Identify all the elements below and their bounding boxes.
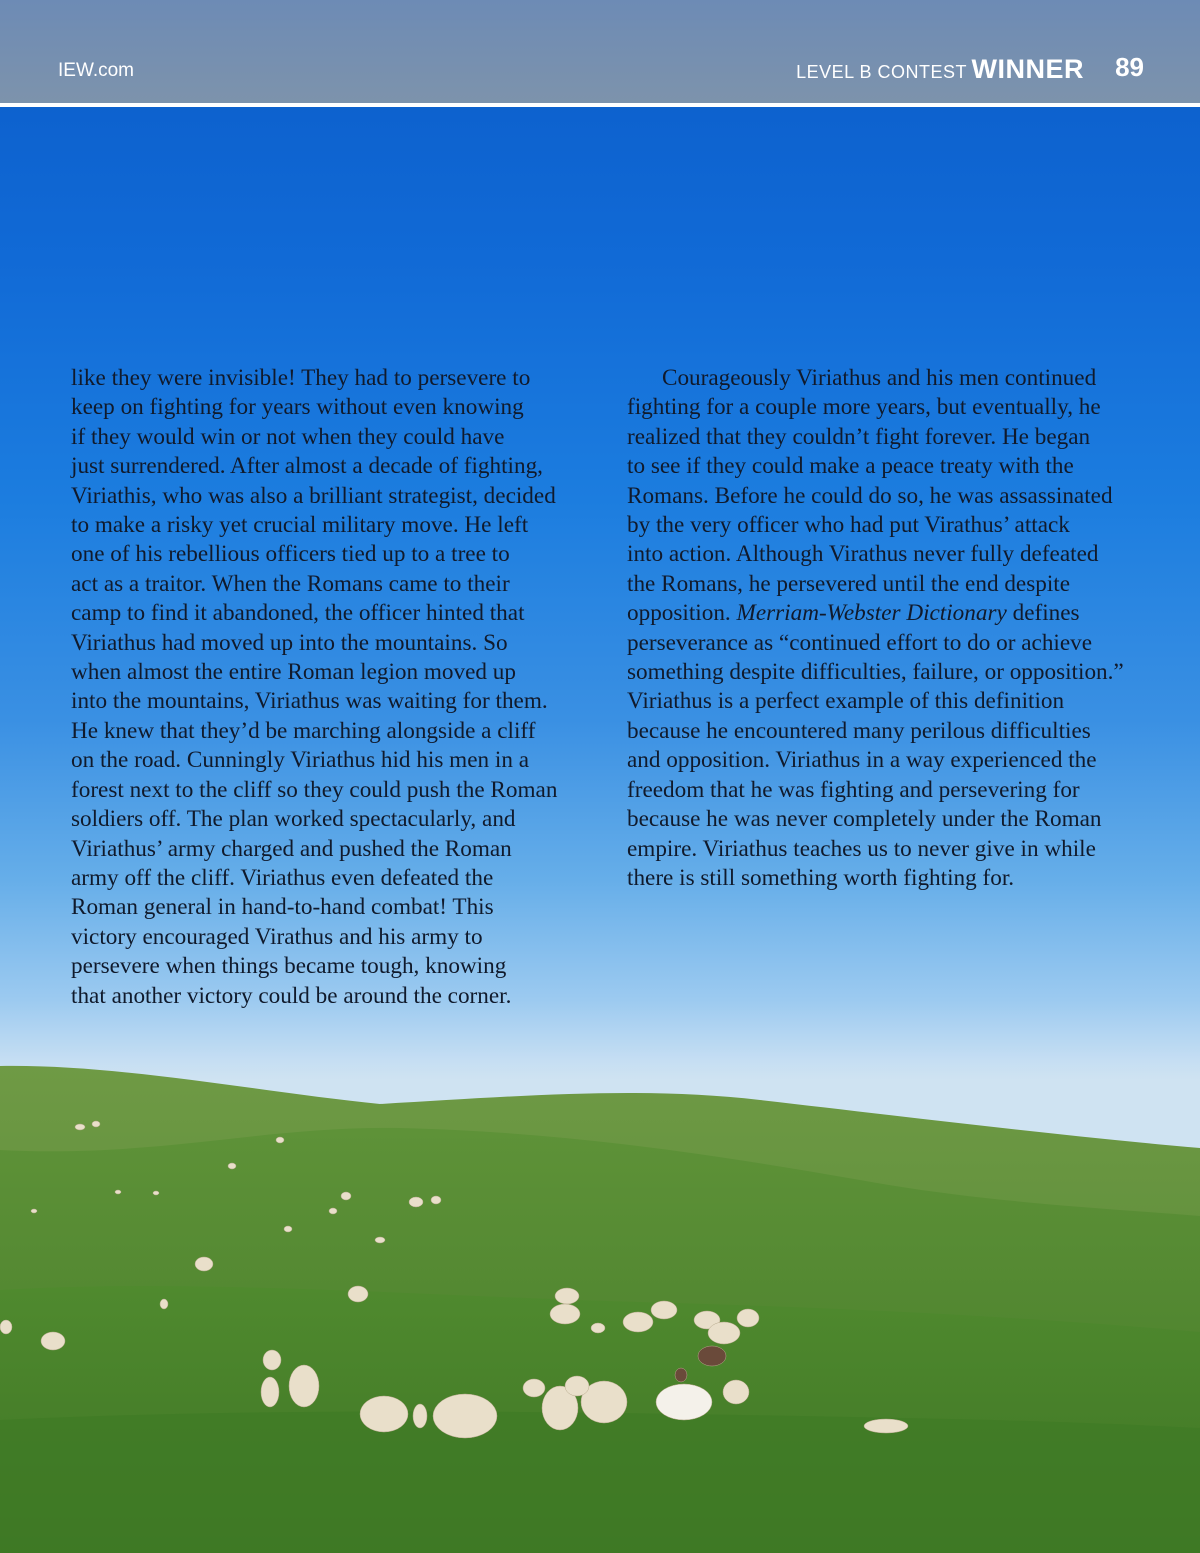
text-line: Courageously Viriathus and his men continued [662, 365, 1097, 391]
text-line: Viriathus’ army charged and pushed the Roman [71, 835, 512, 862]
text-line: soldiers off. The plan worked spectacularly, and [71, 806, 516, 833]
text-line: and opposition. Viriathus in a way experienced the [627, 747, 1097, 774]
text-line: when almost the entire Roman legion moved up [71, 659, 516, 686]
text-line: perseverance as “continued effort to do or achieve [627, 629, 1093, 656]
text-line: camp to find it abandoned, the officer hinted that [71, 600, 525, 627]
text-line: freedom that he was fighting and persevering for [627, 776, 1080, 803]
text-line: into the mountains, Viriathus was waiting for them. [71, 688, 548, 715]
dictionary-title: Merriam-Webster Dictionary [736, 600, 1007, 627]
contest-winner-word: WINNER [971, 54, 1084, 84]
contest-prefix: LEVEL B CONTEST [796, 62, 968, 82]
text-line: Romans. Before he could do so, he was assassinated [627, 482, 1113, 509]
text-fragment: defines [1006, 600, 1080, 627]
text-line: to see if they could make a peace treaty with the [627, 453, 1074, 480]
right-paragraph [627, 364, 1127, 893]
text-line: to make a risky yet crucial military move. He left [71, 512, 529, 539]
text-line: persevere when things became tough, knowing [71, 953, 507, 980]
text-line: on the road. Cunningly Viriathus hid his men in a [71, 747, 530, 774]
text-line: just surrendered. After almost a decade of fighting, [71, 453, 543, 480]
grassland-photo [0, 1040, 1200, 1553]
page-header [0, 0, 1200, 107]
text-line: fighting for a couple more years, but eventually, he [627, 394, 1101, 421]
text-line: like they were invisible! They had to persevere to [71, 365, 531, 391]
text-fragment: opposition. [627, 600, 737, 627]
left-text-column [71, 364, 571, 1011]
text-line: because he encountered many perilous difficulties [627, 717, 1091, 744]
text-line: act as a traitor. When the Romans came to their [71, 570, 510, 597]
text-line: because he was never completely under the Roman [627, 806, 1102, 833]
text-line: if they would win or not when they could have [71, 423, 505, 450]
text-line: forest next to the cliff so they could push the Roman [71, 776, 558, 803]
text-line: keep on fighting for years without even knowing [71, 394, 524, 421]
text-line-with-citation [627, 599, 1127, 628]
text-line: Viriathis, who was also a brilliant strategist, decided [71, 482, 556, 509]
text-line: Roman general in hand-to-hand combat! This [71, 894, 494, 921]
contest-label [796, 54, 1084, 85]
text-line: something despite difficulties, failure, or opposition.” [627, 659, 1124, 686]
text-line: Viriathus is a perfect example of this definition [627, 688, 1065, 715]
text-line: victory encouraged Virathus and his army to [71, 923, 483, 950]
text-line: Viriathus had moved up into the mountains. So [71, 629, 508, 656]
text-line: army off the cliff. Viriathus even defeated the [71, 864, 494, 891]
text-line: empire. Viriathus teaches us to never give in while [627, 835, 1096, 862]
text-line: into action. Although Virathus never fully defeated [627, 541, 1099, 568]
text-line: by the very officer who had put Virathus’ attack [627, 512, 1070, 539]
text-line: that another victory could be around the corner. [71, 982, 512, 1009]
left-paragraph [71, 364, 571, 1011]
page-number: 89 [1115, 52, 1144, 82]
text-line: the Romans, he persevered until the end despite [627, 570, 1071, 597]
text-line: He knew that they’d be marching alongside a cliff [71, 717, 536, 744]
right-text-column [627, 364, 1127, 893]
text-line: one of his rebellious officers tied up to a tree to [71, 541, 510, 568]
text-line: realized that they couldn’t fight forever. He began [627, 423, 1091, 450]
site-name: IEW.com [58, 60, 135, 81]
text-line: there is still something worth fighting for. [627, 864, 1015, 891]
